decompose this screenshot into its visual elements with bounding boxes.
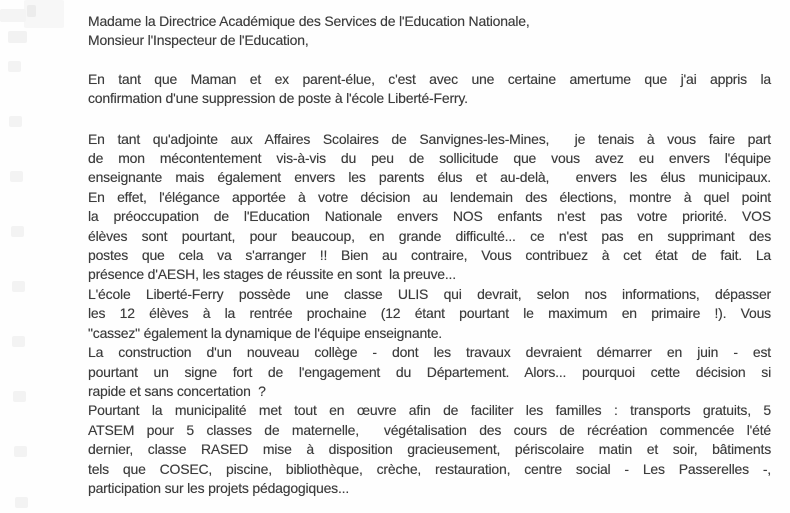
letter-line: pourtant un signe fort de l'engagement du Département. Alors... pourquoi cette décision si	[88, 363, 771, 380]
letter-line: participation sur les projets pédagogiques...	[88, 479, 350, 496]
letter-line: En effet, l'élégance apportée à votre décision au lendemain des élections, montre à quel point	[88, 188, 771, 205]
letter-line: de mon mécontentement vis-à-vis du peu de sollicitude que vous avez eu envers l'équipe	[88, 150, 771, 167]
letter-line: dernier, classe RASED mise à disposition gracieusement, périscolaire matin et soir, bâtiments	[88, 441, 771, 458]
letter-line: la préoccupation de l'Education Nationale envers NOS enfants n'est pas votre priorité. VOS	[88, 208, 771, 225]
scan-artifact	[14, 446, 27, 457]
recipient-line: Madame la Directrice Académique des Services de l'Education Nationale,	[88, 13, 530, 29]
scan-artifact	[12, 281, 25, 292]
scan-artifact	[12, 336, 25, 347]
recipient-line: Monsieur l'Inspecteur de l'Education,	[88, 32, 309, 49]
letter-line: Pourtant la municipalité met tout en œuvre afin de faciliter les familles : transports gratuits, 5	[88, 402, 771, 419]
letter-line: les 12 élèves à la rentrée prochaine (12 étant pourtant le maximum en primaire !). Vous	[88, 305, 771, 322]
letter-line: rapide et sans concertation ?	[88, 382, 266, 399]
scan-artifact	[27, 5, 36, 17]
letter-line: "cassez" également la dynamique de l'équipe enseignante.	[88, 324, 442, 341]
letter-line: enseignante mais également envers les parents élus et au-delà, envers les élus municipaux.	[88, 169, 771, 186]
letter-line: En tant que Maman et ex parent-élue, c'est avec une certaine amertume que j'ai appris la	[88, 70, 771, 87]
scan-artifact	[13, 391, 26, 402]
letter-line: ATSEM pour 5 classes de maternelle, végétalisation des cours de récréation commencée l'été	[88, 421, 771, 438]
letter-line: confirmation d'une suppression de poste à l'école Liberté-Ferry.	[88, 90, 468, 107]
scan-artifact	[0, 9, 26, 22]
letter-line: La construction d'un nouveau collège - dont les travaux devraient démarrer en juin - est	[88, 344, 771, 361]
scan-artifact	[9, 116, 22, 127]
scan-artifact	[15, 497, 28, 508]
scan-artifact	[8, 61, 21, 72]
letter-line: tels que COSEC, piscine, bibliothèque, crèche, restauration, centre social - Les Passerelles -,	[88, 460, 771, 477]
letter-line: élèves sont pourtant, pour beaucoup, en grande difficulté... ce n'est pas en supprimant des	[88, 227, 771, 244]
scan-artifact	[10, 171, 23, 182]
scan-artifact	[11, 226, 24, 237]
letter-line: L'école Liberté-Ferry possède une classe ULIS qui devrait, selon nos informations, dépasser	[88, 285, 771, 302]
letter-line: En tant qu'adjointe aux Affaires Scolaires de Sanvignes-les-Mines, je tenais à vous faire part	[88, 130, 771, 147]
scan-artifact	[8, 31, 27, 43]
letter-line: présence d'AESH, les stages de réussite en sont la preuve...	[88, 266, 456, 283]
letter-line: postes que cela va s'arranger !! Bien au contraire, Vous contribuez à cet état de fait. La	[88, 247, 771, 264]
letter-body	[88, 12, 771, 498]
